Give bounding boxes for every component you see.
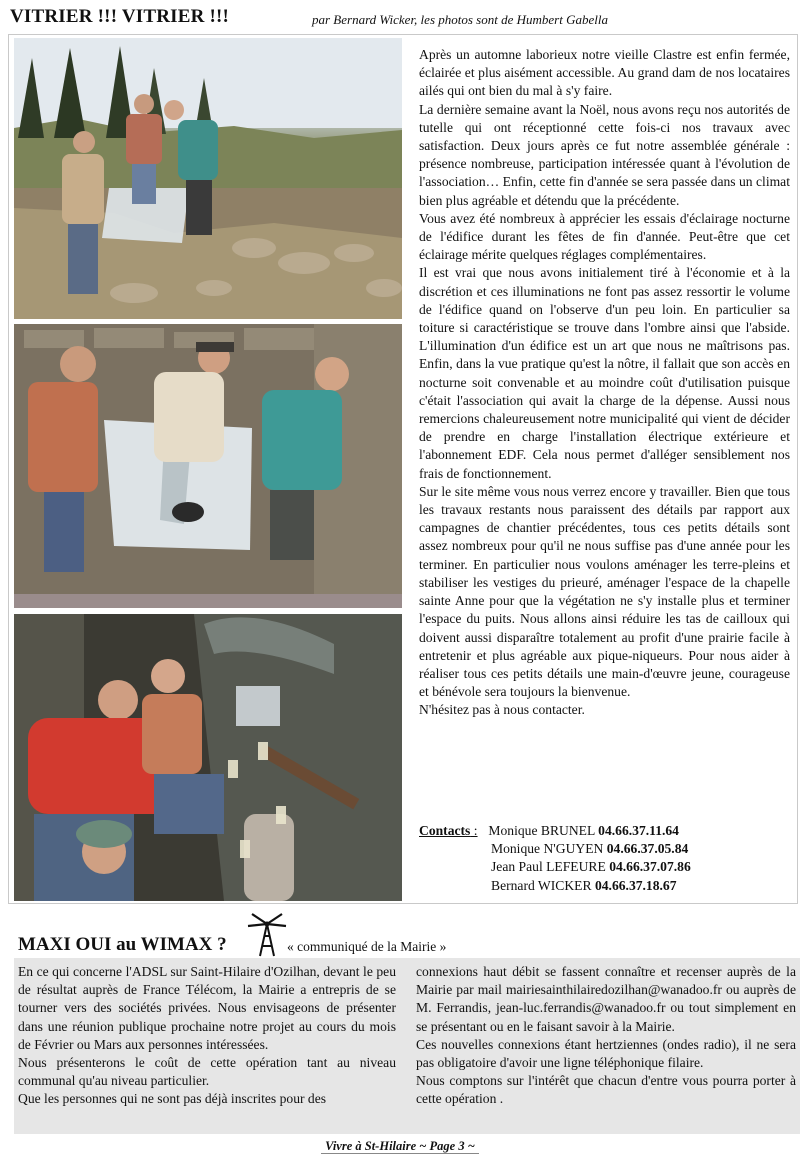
wimax-column-left — [18, 963, 396, 1109]
contact-name: Monique N'GUYEN — [491, 841, 604, 857]
contact-row — [419, 877, 790, 895]
article-paragraph: N'hésitez pas à nous contacter. — [419, 702, 585, 718]
contact-phone: 04.66.37.18.67 — [594, 877, 677, 893]
contact-phone: 04.66.37.11.64 — [598, 823, 679, 838]
wimax-subtitle: « communiqué de la Mairie » — [287, 939, 447, 954]
photo-champagne-toast — [14, 614, 402, 901]
wimax-paragraph: En ce qui concerne l'ADSL sur Saint-Hilaire d'Ozilhan, devant le peu de résultat auprès de France Télécom, la Mairie a entrepris de se tourner vers des sociétés privées. Nous envisageons de présenter dans une réunion publique prochaine notre projet au cours du mois de Février ou Mars aux personnes intéressées. — [18, 964, 396, 1052]
wimax-paragraph: connexions haut débit se fassent connaître et recenser auprès de la Mairie par mail mairiesainthilairedozilhan@wanadoo.fr ou auprès de M. Ferrandis, jean-luc.ferrandis@wanadoo.fr ou tout simplement en se présentant ou en le faisant savoir à la Mairie. — [416, 964, 796, 1034]
article-paragraph: Sur le site même vous nous verrez encore y travailler. Bien que tous les travaux restants nous paraissent des détails par rapport aux campagnes de chantier précédentes, tous ces petits détails sont assez nombreux pour qu'il ne nous suffise pas d'une année pour les terminer. En particulier nous voulons aménager les terre-pleins et stabiliser les vestiges du prieuré, aménager l'espace de la chapelle sainte Anne pour que la végétation ne s'y installe plus et terminer l'espace du puits. Nous allons ainsi réduire les tas de cailloux qui doivent aussi disparaître totalement au profit d'une prairie facile à entretenir et plus agréable aux pique-niqueurs. Pour nous aider à réaliser tous ces petits détails une main-d'œuvre jeune, courageuse et bénévole sera toujours la bienvenue. — [419, 483, 790, 700]
contact-row — [419, 822, 790, 840]
contact-row — [419, 858, 790, 876]
wimax-paragraph: Ces nouvelles connexions étant hertziennes (ondes radio), il ne sera pas obligatoire d'avoir une ligne téléphonique filaire. — [416, 1036, 796, 1071]
footer-text: Vivre à St-Hilaire ~ Page 3 ~ — [321, 1139, 479, 1154]
wimax-column-right — [416, 963, 796, 1109]
contact-row — [419, 840, 790, 858]
wimax-title: MAXI OUI au WIMAX ? — [18, 934, 227, 955]
contact-phone: 04.66.37.07.86 — [609, 859, 691, 875]
wimax-paragraph: Que les personnes qui ne sont pas déjà inscrites pour des — [18, 1091, 327, 1107]
article-paragraph: La dernière semaine avant la Noël, nous avons reçu nos autorités de tutelle qui ont réceptionné cette fois-ci nos travaux avec satisfaction. Deux jours après ce fut notre assemblée générale : présence nombreuse, participation intéressée quant à l'évolution de l'association… Enfin, cette fin d'année se sera passée dans un climat bien plus agréable et détendu que la précédente. — [419, 101, 790, 208]
article-body — [419, 46, 790, 720]
article-paragraph: Vous avez été nombreux à apprécier les essais d'éclairage nocturne de l'édifice durant les fêtes de fin d'année. Peut-être que cet éclairage mérite quelques réglages complémentaires. — [419, 210, 790, 263]
contact-name: Bernard WICKER — [491, 877, 592, 893]
antenna-icon — [244, 910, 290, 963]
contacts-label — [419, 822, 485, 840]
contacts-label-text: Contacts — [419, 823, 471, 838]
article-paragraph: Il est vrai que nous avons initialement tiré à l'économie et à la discrétion et ces illuminations ne font pas assez ressortir le volume de l'édifice quand on l'observe d'un peu loin. En particulier sa toiture si caractéristique se trouve dans l'ombre ainsi que l'abside. L'illumination d'un édifice est un art que nous ne maîtrisons pas. Enfin, dans la vue pratique qu'est la nôtre, il fallait que son accès en nocturne soit convenable et au moindre coût d'utilisation puisque c'était l'association qui avait la charge de la dépense. Aussi nous remercions chaleureusement notre municipalité qui vient de décider de prendre en charge l'installation électrique extérieure et l'abonnement EDF. Cela nous permet d'alléger sensiblement nos frais de fonctionnement. — [419, 265, 790, 481]
article-paragraph: Après un automne laborieux notre vieille Clastre est enfin fermée, éclairée et plus aisément accessible. Au grand dam de nos locataires ailés qui ont bien du mal à s'y faire. — [419, 47, 790, 99]
page-title: VITRIER !!! VITRIER !!! — [10, 6, 230, 27]
byline: par Bernard Wicker, les photos sont de Humbert Gabella — [312, 12, 608, 27]
contact-name: Monique BRUNEL — [488, 823, 595, 838]
page-footer — [0, 1139, 800, 1154]
wimax-paragraph: Nous présenterons le coût de cette opération tant au niveau communal qu'au niveau particulier. — [18, 1055, 396, 1089]
contacts-block — [419, 822, 790, 895]
wimax-paragraph: Nous comptons sur l'intérêt que chacun d'entre vous pourra porter à cette opération . — [416, 1073, 796, 1107]
contacts-label-sep: : — [470, 823, 478, 838]
contact-phone: 04.66.37.05.84 — [606, 841, 689, 857]
photo-stone-wall-glass — [14, 38, 402, 319]
contact-name: Jean Paul LEFEURE — [491, 859, 606, 875]
photo-carrying-glass-pane — [14, 324, 402, 608]
